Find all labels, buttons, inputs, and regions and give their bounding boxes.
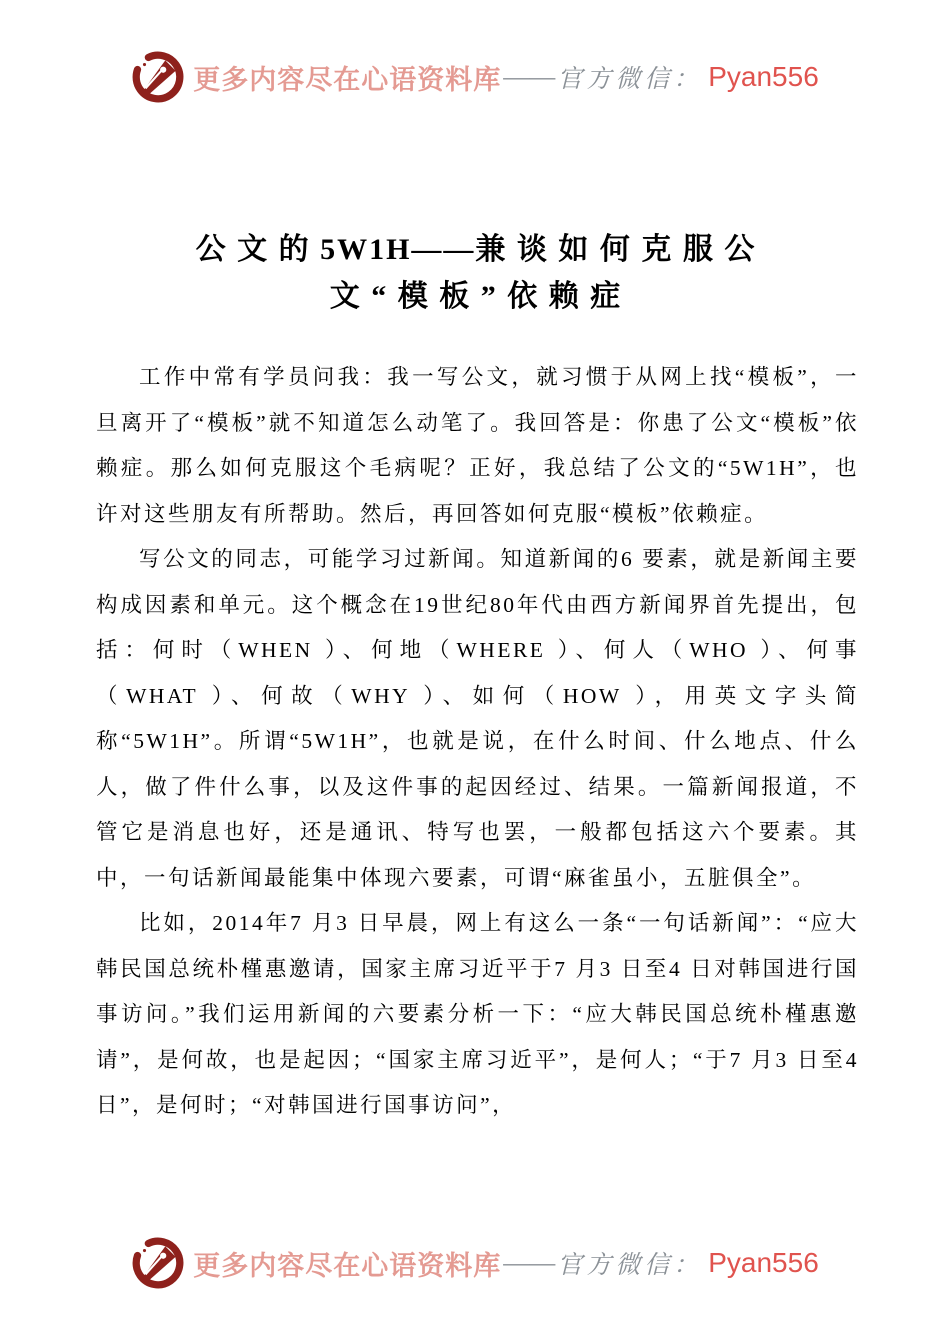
pen-logo-icon — [131, 1236, 185, 1290]
brand-text: 更多内容尽在心语资料库 — [193, 64, 502, 95]
title-line-1: 公 文 的 5W1H——兼 谈 如 何 克 服 公 — [195, 233, 757, 267]
paragraph-1: 工作中常有学员问我：我一写公文，就习惯于从网上找“模板”，一旦离开了“模板”就不知道怎么动笔了。我回答是：你患了公文“模板”依赖症。那么如何克服这个毛病呢？正好，我总结了公文的“5W1H”，也许对这些朋友有所帮助。然后，再回答如何克服“模板”依赖症。 — [96, 365, 859, 526]
pen-logo-icon — [131, 50, 185, 104]
title-line-2: 文 “ 模 板 ” 依 赖 症 — [329, 280, 623, 314]
footer-watermark — [0, 1236, 950, 1290]
paragraph-3: 比如，2014年7 月3 日早晨，网上有这么一条“一句话新闻”：“应大韩民国总统朴槿惠邀请，国家主席习近平于7 月3 日至4 日对韩国进行国事访问。”我们运用新闻的六要素分析一下：“应大韩民国总统朴槿惠邀请”，是何故，也是起因；“国家主席习近平”，是何人；“于7 月3 日至4 日”，是何时；“对韩国进行国事访问”， — [96, 911, 859, 1117]
wechat-id: Pyan556 — [708, 61, 819, 92]
wechat-label: 官方微信： — [557, 66, 703, 93]
wechat-id: Pyan556 — [708, 1247, 819, 1278]
document-body — [96, 355, 859, 1129]
brand-dash: —— — [503, 1248, 556, 1277]
wechat-label: 官方微信： — [557, 1252, 703, 1279]
brand-text: 更多内容尽在心语资料库 — [193, 1250, 502, 1281]
brand-dash: —— — [503, 62, 556, 91]
paragraph-2: 写公文的同志，可能学习过新闻。知道新闻的6 要素，就是新闻主要构成因素和单元。这个概念在19世纪80年代由西方新闻界首先提出，包括：何时（WHEN ）、何地（WHERE ）、何人（WHO ）、何事（WHAT ）、何故（WHY ）、如何（HOW ），用英文字头简称“5W1H”。所谓“5W1H”，也就是说，在什么时间、什么地点、什么人，做了件什么事，以及这件事的起因经过、结果。一篇新闻报道，不管它是消息也好，还是通讯、特写也罢，一般都包括这六个要素。其中，一句话新闻最能集中体现六要素，可谓“麻雀虽小，五脏俱全”。 — [96, 547, 859, 890]
document-title — [95, 226, 857, 320]
header-watermark — [0, 50, 950, 104]
